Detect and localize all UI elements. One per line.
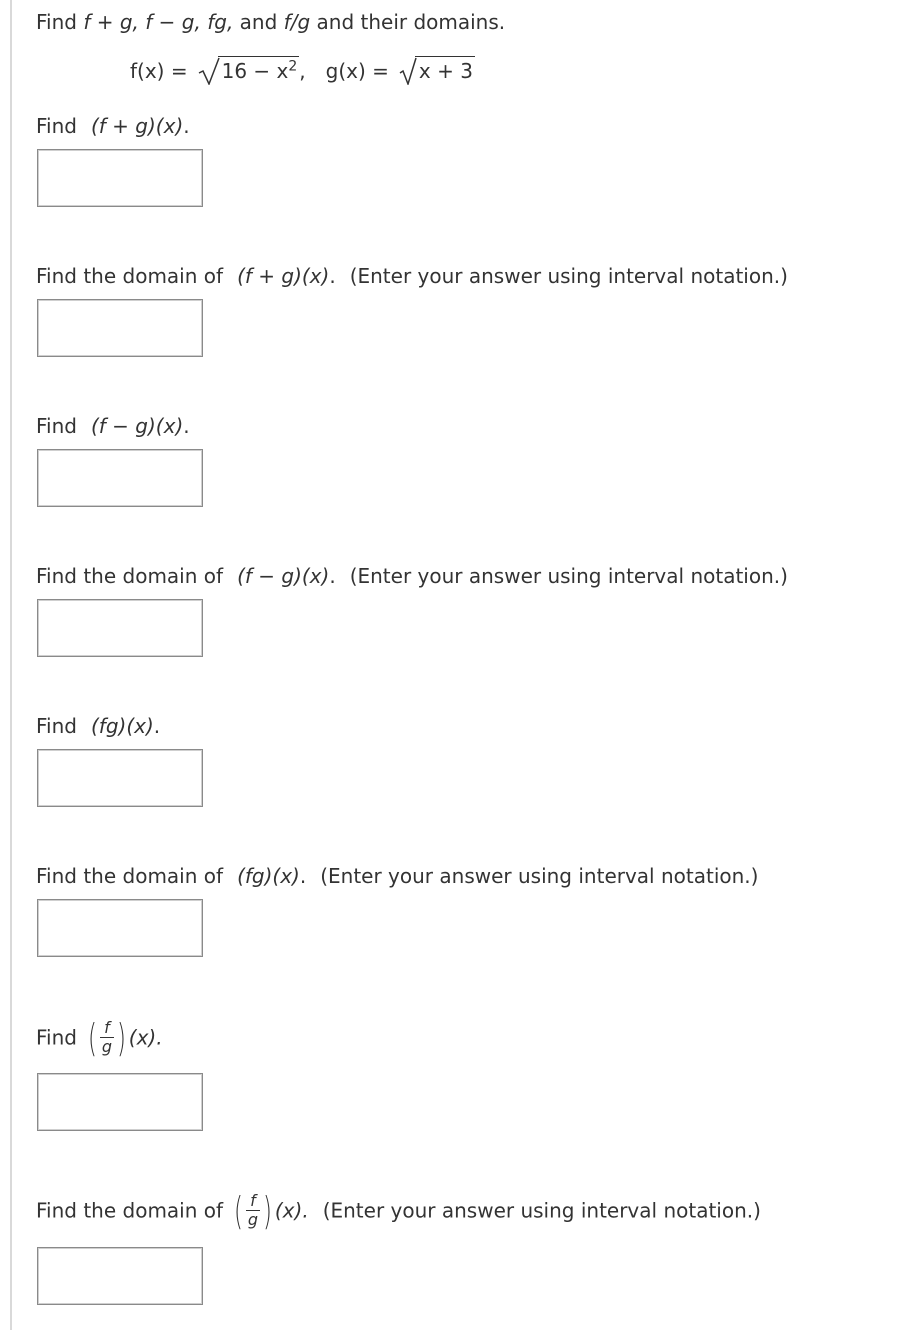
answer-product-domain-input[interactable] bbox=[37, 899, 203, 957]
question-sum-domain bbox=[36, 264, 788, 288]
q6-note: (Enter your answer using interval notation.) bbox=[320, 864, 759, 888]
answer-quotient-input[interactable] bbox=[37, 1073, 203, 1131]
q7-open-paren: ( bbox=[87, 1015, 97, 1060]
question-quotient-domain bbox=[36, 1189, 761, 1231]
q5-find: Find bbox=[36, 714, 77, 738]
q7-frac bbox=[98, 1019, 116, 1056]
answer-difference-input[interactable] bbox=[37, 449, 203, 507]
answer-quotient-domain-input[interactable] bbox=[37, 1247, 203, 1305]
q8-prefix: Find the domain of bbox=[36, 1198, 224, 1223]
q7-expr: (x). bbox=[128, 1025, 163, 1050]
q8-fraction bbox=[231, 1188, 275, 1233]
q7-numerator: f bbox=[100, 1019, 114, 1038]
f-exponent: 2 bbox=[288, 58, 298, 75]
q4-prefix: Find the domain of bbox=[36, 564, 224, 588]
q8-note: (Enter your answer using interval notation.) bbox=[322, 1198, 761, 1223]
q6-end: . bbox=[299, 864, 307, 888]
q4-end: . bbox=[329, 564, 336, 588]
f-label: f(x) = bbox=[130, 59, 188, 83]
q8-expr: (x). bbox=[274, 1198, 309, 1223]
q8-open-paren: ( bbox=[234, 1188, 243, 1233]
answer-sum-domain-input[interactable] bbox=[37, 299, 203, 357]
g-radical bbox=[399, 56, 475, 85]
function-definitions bbox=[130, 56, 475, 85]
q7-close-paren: ) bbox=[116, 1015, 126, 1060]
question-product-domain bbox=[36, 864, 758, 888]
g-label: g(x) = bbox=[325, 59, 389, 83]
q7-denominator: g bbox=[101, 1037, 112, 1056]
formula-comma: , bbox=[299, 59, 306, 83]
intro-expr-sum: f + g, bbox=[83, 10, 139, 34]
q8-frac bbox=[244, 1192, 262, 1229]
question-sum bbox=[36, 114, 190, 138]
sqrt-icon bbox=[198, 57, 220, 85]
f-radicand: 16 − x bbox=[221, 59, 289, 83]
q6-prefix: Find the domain of bbox=[36, 864, 224, 888]
q2-end: . bbox=[329, 264, 336, 288]
left-border bbox=[10, 0, 12, 1330]
question-difference-domain bbox=[36, 564, 788, 588]
problem-statement bbox=[36, 10, 505, 34]
q1-expr: (f + g)(x) bbox=[90, 114, 184, 138]
intro-expr-quotient: f/g bbox=[283, 10, 311, 34]
q4-expr: (f − g)(x) bbox=[237, 564, 330, 588]
q2-expr: (f + g)(x) bbox=[237, 264, 330, 288]
q1-find: Find bbox=[36, 114, 77, 138]
q2-note: (Enter your answer using interval notation.) bbox=[349, 264, 788, 288]
intro-tail: and their domains. bbox=[316, 10, 506, 34]
intro-expr-product: fg, bbox=[207, 10, 234, 34]
q8-close-paren: ) bbox=[263, 1188, 272, 1233]
q3-find: Find bbox=[36, 414, 77, 438]
intro-expr-difference: f − g, bbox=[145, 10, 201, 34]
q3-expr: (f − g)(x) bbox=[90, 414, 184, 438]
q2-prefix: Find the domain of bbox=[36, 264, 224, 288]
answer-difference-domain-input[interactable] bbox=[37, 599, 203, 657]
q8-denominator: g bbox=[247, 1210, 259, 1229]
q4-note: (Enter your answer using interval notation.) bbox=[349, 564, 788, 588]
q5-expr: (fg)(x) bbox=[90, 714, 154, 738]
q3-end: . bbox=[183, 414, 190, 438]
g-radicand: x + 3 bbox=[418, 59, 473, 83]
f-radical bbox=[198, 56, 300, 85]
q5-end: . bbox=[153, 714, 161, 738]
question-product bbox=[36, 714, 160, 738]
q6-expr: (fg)(x) bbox=[237, 864, 300, 888]
question-quotient bbox=[36, 1016, 163, 1058]
q7-find: Find bbox=[36, 1025, 77, 1050]
intro-find: Find bbox=[36, 10, 77, 34]
q8-numerator: f bbox=[246, 1192, 260, 1211]
answer-product-input[interactable] bbox=[37, 749, 203, 807]
q1-end: . bbox=[183, 114, 190, 138]
intro-and: and bbox=[239, 10, 278, 34]
q7-fraction bbox=[85, 1015, 129, 1060]
question-difference bbox=[36, 414, 190, 438]
answer-sum-input[interactable] bbox=[37, 149, 203, 207]
